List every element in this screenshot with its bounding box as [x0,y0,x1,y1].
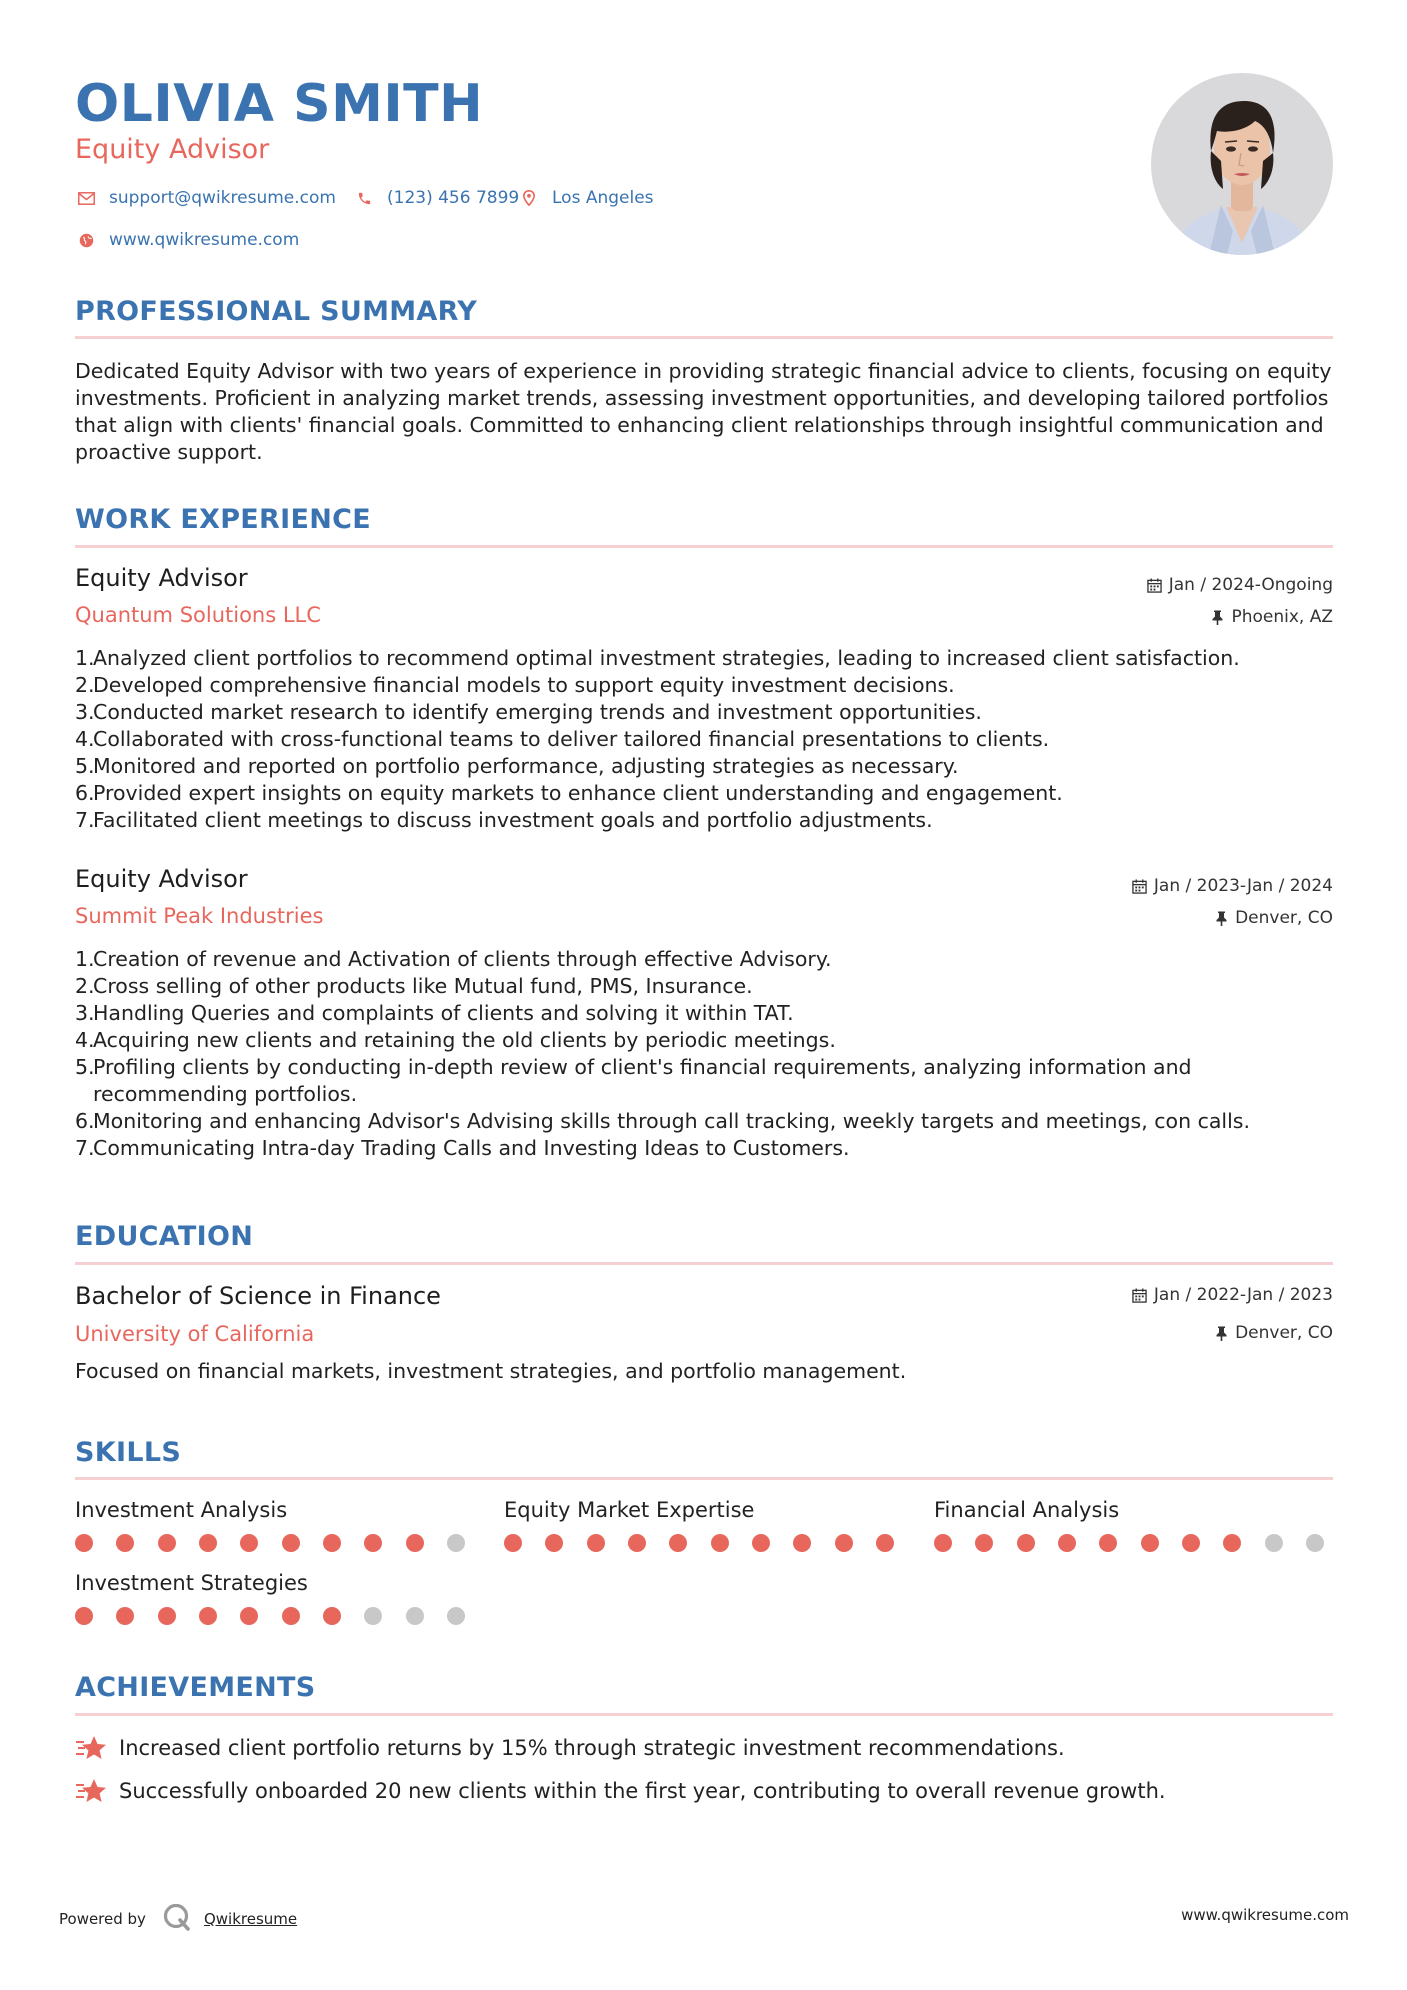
skill-name: Financial Analysis [934,1498,1120,1522]
calendar-icon [1132,1288,1147,1303]
list-item: Developed comprehensive financial models to support equity investment decisions. [93,673,955,697]
list-item: Communicating Intra-day Trading Calls and Investing Ideas to Customers. [93,1136,850,1160]
rating-dot-filled [934,1534,952,1552]
list-item: Provided expert insights on equity markets to enhance client understanding and engagement. [93,781,1063,805]
education-dates-text: Jan / 2022-Jan / 2023 [1153,1285,1333,1305]
contact-phone[interactable] [353,188,519,208]
rating-dot-filled [116,1534,134,1552]
rating-dot-filled [240,1607,258,1625]
job-1-title: Equity Advisor [75,564,248,592]
skill-name: Equity Market Expertise [504,1498,755,1522]
candidate-name: OLIVIA SMITH [75,74,484,134]
education-description: Focused on financial markets, investment strategies, and portfolio management. [75,1359,907,1383]
list-item: Analyzed client portfolios to recommend optimal investment strategies, leading to increased client satisfaction. [93,646,1240,670]
job-1-location [1211,607,1333,627]
education-location-text: Denver, CO [1235,1323,1333,1343]
rating-dot-filled [364,1534,382,1552]
rating-dot-filled [199,1534,217,1552]
calendar-icon [1147,578,1162,593]
skills-heading: SKILLS [75,1437,182,1468]
footer-url[interactable]: www.qwikresume.com [1181,1906,1349,1924]
pushpin-icon [1215,1326,1228,1341]
rating-dot-empty [1265,1534,1283,1552]
achievement-item [75,1777,1166,1805]
rating-dot-filled [75,1534,93,1552]
rating-dot-filled [199,1607,217,1625]
summary-heading: PROFESSIONAL SUMMARY [75,296,478,327]
rating-dot-filled [323,1534,341,1552]
job-2-title: Equity Advisor [75,865,248,893]
rating-dot-filled [669,1534,687,1552]
contact-website[interactable] [75,230,299,250]
job-1-company: Quantum Solutions LLC [75,603,321,627]
achievement-text: Increased client portfolio returns by 15% through strategic investment recommendations. [119,1736,1065,1760]
skill-name: Investment Analysis [75,1498,288,1522]
achievement-item [75,1734,1065,1762]
rating-dot-filled [504,1534,522,1552]
rating-dot-filled [587,1534,605,1552]
rating-dot-filled [628,1534,646,1552]
globe-icon [75,233,97,248]
rating-dot-filled [1141,1534,1159,1552]
experience-divider [75,545,1333,548]
education-divider [75,1262,1333,1265]
list-item: Cross selling of other products like Mutual fund, PMS, Insurance. [93,974,753,998]
rating-dot-filled [240,1534,258,1552]
star-award-icon [75,1777,109,1805]
skill-name: Investment Strategies [75,1571,308,1595]
rating-dot-filled [282,1534,300,1552]
star-award-icon [75,1734,109,1762]
job-2-location-text: Denver, CO [1235,908,1333,928]
skills-divider [75,1477,1333,1480]
education-degree: Bachelor of Science in Finance [75,1282,441,1310]
rating-dot-filled [545,1534,563,1552]
skill-financial-analysis [934,1498,1324,1552]
email-text[interactable]: support@qwikresume.com [109,188,336,208]
rating-dot-empty [364,1607,382,1625]
rating-dot-empty [447,1607,465,1625]
rating-dot-filled [752,1534,770,1552]
summary-divider [75,336,1333,339]
candidate-role: Equity Advisor [75,134,270,165]
rating-dot-filled [975,1534,993,1552]
list-item: Handling Queries and complaints of clients and solving it within TAT. [93,1001,794,1025]
education-location [1215,1323,1333,1343]
rating-dot-filled [1223,1534,1241,1552]
list-item: Monitoring and enhancing Advisor's Advising skills through call tracking, weekly targets and meetings, con calls. [93,1109,1251,1133]
rating-dot-filled [1017,1534,1035,1552]
job-2-company: Summit Peak Industries [75,904,324,928]
job-1-dates-text: Jan / 2024-Ongoing [1168,575,1333,595]
achievements-heading: ACHIEVEMENTS [75,1672,316,1703]
rating-dot-empty [447,1534,465,1552]
envelope-icon [75,192,97,205]
rating-dot-filled [282,1607,300,1625]
job-2-dates-text: Jan / 2023-Jan / 2024 [1153,876,1333,896]
skill-investment-analysis [75,1498,465,1552]
job-2-location [1215,908,1333,928]
rating-dot-filled [75,1607,93,1625]
qwikresume-link[interactable]: Qwikresume [203,1910,298,1928]
rating-dot-filled [323,1607,341,1625]
rating-dot-filled [158,1534,176,1552]
skill-investment-strategies [75,1571,465,1625]
pushpin-icon [1215,911,1228,926]
education-school: University of California [75,1322,315,1346]
map-pin-icon [518,190,540,206]
skill-rating [75,1607,465,1625]
skill-equity-market-expertise [504,1498,894,1552]
website-text[interactable]: www.qwikresume.com [109,230,300,250]
list-item: Collaborated with cross-functional teams to deliver tailored financial presentations to clients. [93,727,1050,751]
job-1-duties [75,645,1333,834]
education-heading: EDUCATION [75,1221,254,1252]
phone-icon [353,191,375,206]
rating-dot-filled [158,1607,176,1625]
rating-dot-filled [1058,1534,1076,1552]
pushpin-icon [1211,610,1224,625]
rating-dot-filled [116,1607,134,1625]
skill-rating [934,1534,1324,1552]
list-item: Conducted market research to identify emerging trends and investment opportunities. [93,700,982,724]
skill-rating [504,1534,894,1552]
location-text: Los Angeles [552,188,654,208]
job-1-location-text: Phoenix, AZ [1231,607,1333,627]
footer-powered-by [59,1902,297,1936]
achievements-divider [75,1713,1333,1716]
qwikresume-logo-icon [162,1902,192,1936]
calendar-icon [1132,879,1147,894]
rating-dot-filled [406,1534,424,1552]
list-item: Monitored and reported on portfolio performance, adjusting strategies as necessary. [93,754,959,778]
skill-rating [75,1534,465,1552]
rating-dot-filled [1182,1534,1200,1552]
rating-dot-filled [1099,1534,1117,1552]
rating-dot-filled [711,1534,729,1552]
list-item: Profiling clients by conducting in-depth review of client's financial requirements, analyzing information and recommending portfolios. [93,1055,1192,1106]
achievement-text: Successfully onboarded 20 new clients within the first year, contributing to overall revenue growth. [119,1779,1166,1803]
job-2-dates [1132,876,1333,896]
profile-photo [1151,73,1333,255]
contact-location [518,188,654,208]
rating-dot-filled [876,1534,894,1552]
rating-dot-filled [835,1534,853,1552]
summary-text: Dedicated Equity Advisor with two years of experience in providing strategic financial advice to clients, focusing on equity investments. Proficient in analyzing market trends, assessing investment opportunities, and developing tailored portfolios that align with clients' financial goals. Committed to enhancing client relationships through insightful communication and proactive support. [75,359,1332,464]
job-1-dates [1147,575,1333,595]
rating-dot-empty [1306,1534,1324,1552]
contact-email[interactable] [75,188,336,208]
education-dates [1132,1285,1333,1305]
rating-dot-empty [406,1607,424,1625]
list-item: Acquiring new clients and retaining the old clients by periodic meetings. [93,1028,836,1052]
rating-dot-filled [793,1534,811,1552]
powered-by-label: Powered by [59,1910,146,1928]
list-item: Facilitated client meetings to discuss investment goals and portfolio adjustments. [93,808,933,832]
list-item: Creation of revenue and Activation of clients through effective Advisory. [93,947,832,971]
experience-heading: WORK EXPERIENCE [75,504,371,535]
phone-text[interactable]: (123) 456 7899 [387,188,520,208]
job-2-duties [75,946,1333,1162]
